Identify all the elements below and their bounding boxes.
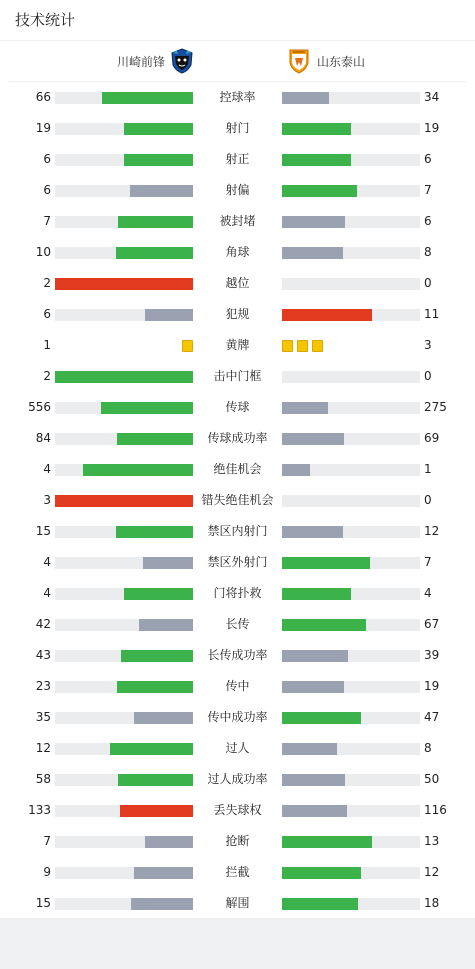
home-bar-fill <box>117 433 193 445</box>
away-bar-fill <box>282 123 351 135</box>
home-bar-track <box>55 774 193 786</box>
stat-label: 抢断 <box>225 834 250 848</box>
stat-label: 射正 <box>225 152 250 166</box>
teams-row <box>9 41 466 82</box>
away-bar-fill <box>282 743 337 755</box>
stat-row <box>0 795 475 826</box>
home-bar-fill <box>55 371 193 383</box>
away-value: 12 <box>424 524 440 538</box>
stat-label: 传球 <box>225 400 250 414</box>
away-bar-fill <box>282 681 344 693</box>
home-bar-fill <box>130 185 193 197</box>
home-bar-fill <box>134 712 193 724</box>
home-bar-track <box>55 92 193 104</box>
page-title: 技术统计 <box>0 0 475 41</box>
home-bar-track <box>55 154 193 166</box>
home-yellow-cards <box>182 340 193 352</box>
home-bar-track <box>55 309 193 321</box>
away-bar-track <box>282 526 420 538</box>
home-bar-track <box>55 650 193 662</box>
home-bar-fill <box>139 619 193 631</box>
stat-label: 射偏 <box>225 183 250 197</box>
home-bar-track <box>55 185 193 197</box>
home-team[interactable] <box>117 41 194 81</box>
home-value: 58 <box>35 772 51 786</box>
away-value: 4 <box>424 586 432 600</box>
away-bar-fill <box>282 557 370 569</box>
stat-row <box>0 764 475 795</box>
home-value: 19 <box>35 121 51 135</box>
stat-label: 过人 <box>225 741 250 755</box>
stat-row <box>0 237 475 268</box>
home-value: 84 <box>35 431 51 445</box>
home-bar-track <box>55 836 193 848</box>
home-value: 3 <box>43 493 51 507</box>
stat-label: 禁区外射门 <box>207 555 268 569</box>
away-team-name: 山东泰山 <box>317 54 366 69</box>
home-value: 35 <box>35 710 51 724</box>
home-bar-fill <box>83 464 193 476</box>
home-value: 23 <box>35 679 51 693</box>
home-bar-track <box>55 278 193 290</box>
home-team-name: 川崎前锋 <box>116 54 165 69</box>
stat-label: 门将扑救 <box>213 586 262 600</box>
away-bar-fill <box>282 774 345 786</box>
home-value: 7 <box>43 834 51 848</box>
stat-label: 越位 <box>225 276 250 290</box>
away-bar-track <box>282 774 420 786</box>
home-bar-fill <box>118 216 193 228</box>
away-bar-track <box>282 619 420 631</box>
away-value: 0 <box>424 493 432 507</box>
stat-row <box>0 175 475 206</box>
stat-label: 禁区内射门 <box>207 524 268 538</box>
away-bar-fill <box>282 836 372 848</box>
stat-row <box>0 671 475 702</box>
away-bar-track <box>282 185 420 197</box>
away-value: 12 <box>424 865 440 879</box>
away-value: 69 <box>424 431 440 445</box>
stat-label: 黄牌 <box>225 338 250 352</box>
away-value: 0 <box>424 369 432 383</box>
stat-row <box>0 206 475 237</box>
stat-row <box>0 485 475 516</box>
stat-row <box>0 299 475 330</box>
stat-row <box>0 640 475 671</box>
home-bar-track <box>55 402 193 414</box>
home-bar-track <box>55 805 193 817</box>
home-bar-track <box>55 743 193 755</box>
stat-row <box>0 392 475 423</box>
away-value: 1 <box>424 462 432 476</box>
away-bar-fill <box>282 526 343 538</box>
stat-row <box>0 547 475 578</box>
home-bar-track <box>55 371 193 383</box>
away-bar-track <box>282 898 420 910</box>
home-bar-track <box>55 433 193 445</box>
home-bar-fill <box>143 557 193 569</box>
stat-row <box>0 888 475 919</box>
away-value: 6 <box>424 214 432 228</box>
away-value: 50 <box>424 772 440 786</box>
stat-label: 传中成功率 <box>207 710 268 724</box>
away-value: 3 <box>424 338 432 352</box>
home-bar-track <box>55 619 193 631</box>
home-bar-track <box>55 588 193 600</box>
away-bar-track <box>282 123 420 135</box>
away-bar-track <box>282 712 420 724</box>
away-bar-fill <box>282 650 348 662</box>
stat-label: 控球率 <box>219 90 256 104</box>
away-team-logo-icon <box>288 48 312 74</box>
home-bar-fill <box>101 402 193 414</box>
away-value: 39 <box>424 648 440 662</box>
home-value: 15 <box>35 524 51 538</box>
home-team-logo-icon <box>170 48 194 74</box>
stat-row <box>0 516 475 547</box>
yellow-card-icon <box>312 340 323 352</box>
home-value: 43 <box>35 648 51 662</box>
away-bar-fill <box>282 619 366 631</box>
away-team[interactable] <box>288 41 365 81</box>
away-value: 116 <box>424 803 447 817</box>
home-value: 4 <box>43 555 51 569</box>
away-bar-fill <box>282 712 361 724</box>
home-bar-track <box>55 557 193 569</box>
home-value: 66 <box>35 90 51 104</box>
away-value: 34 <box>424 90 440 104</box>
away-bar-track <box>282 371 420 383</box>
away-value: 7 <box>424 183 432 197</box>
home-value: 9 <box>43 865 51 879</box>
away-bar-fill <box>282 185 357 197</box>
home-value: 6 <box>43 307 51 321</box>
away-value: 18 <box>424 896 440 910</box>
stat-label: 过人成功率 <box>207 772 268 786</box>
home-bar-fill <box>55 278 193 290</box>
away-value: 11 <box>424 307 440 321</box>
away-value: 19 <box>424 679 440 693</box>
home-value: 2 <box>43 369 51 383</box>
home-bar-track <box>55 247 193 259</box>
away-bar-track <box>282 247 420 259</box>
home-bar-fill <box>121 650 193 662</box>
stat-row <box>0 702 475 733</box>
away-bar-fill <box>282 464 310 476</box>
home-bar-track <box>55 681 193 693</box>
home-value: 15 <box>35 896 51 910</box>
home-value: 133 <box>28 803 51 817</box>
stat-row <box>0 454 475 485</box>
stat-row <box>0 268 475 299</box>
away-value: 19 <box>424 121 440 135</box>
away-bar-fill <box>282 433 344 445</box>
away-bar-fill <box>282 402 328 414</box>
away-bar-track <box>282 557 420 569</box>
away-value: 6 <box>424 152 432 166</box>
home-bar-track <box>55 495 193 507</box>
home-bar-fill <box>102 92 193 104</box>
home-value: 556 <box>28 400 51 414</box>
home-value: 1 <box>43 338 51 352</box>
away-bar-track <box>282 278 420 290</box>
stats-list <box>0 82 475 919</box>
away-bar-track <box>282 650 420 662</box>
away-value: 0 <box>424 276 432 290</box>
stat-label: 击中门框 <box>213 369 262 383</box>
stat-row <box>0 826 475 857</box>
away-value: 8 <box>424 741 432 755</box>
away-bar-track <box>282 588 420 600</box>
yellow-card-icon <box>297 340 308 352</box>
home-bar-fill <box>110 743 193 755</box>
home-bar-fill <box>118 774 193 786</box>
away-bar-fill <box>282 309 372 321</box>
stat-label: 犯规 <box>225 307 250 321</box>
stat-label: 拦截 <box>225 865 250 879</box>
home-value: 4 <box>43 586 51 600</box>
away-bar-track <box>282 464 420 476</box>
away-bar-fill <box>282 867 361 879</box>
away-bar-track <box>282 867 420 879</box>
stat-row <box>0 578 475 609</box>
home-bar-track <box>55 123 193 135</box>
stat-row <box>0 82 475 113</box>
home-value: 6 <box>43 152 51 166</box>
home-bar-track <box>55 712 193 724</box>
home-bar-fill <box>116 526 193 538</box>
home-bar-fill <box>55 495 193 507</box>
away-yellow-cards <box>282 340 323 352</box>
away-bar-track <box>282 743 420 755</box>
away-bar-track <box>282 805 420 817</box>
stat-row <box>0 609 475 640</box>
home-bar-fill <box>117 681 193 693</box>
stat-label: 绝佳机会 <box>213 462 262 476</box>
stat-row <box>0 144 475 175</box>
away-bar-track <box>282 402 420 414</box>
away-bar-fill <box>282 92 329 104</box>
away-bar-fill <box>282 898 358 910</box>
home-bar-fill <box>145 836 193 848</box>
away-bar-track <box>282 836 420 848</box>
stat-row <box>0 330 475 361</box>
away-bar-fill <box>282 154 351 166</box>
away-value: 47 <box>424 710 440 724</box>
home-bar-fill <box>124 588 193 600</box>
home-bar-fill <box>116 247 193 259</box>
away-bar-track <box>282 309 420 321</box>
stat-label: 射门 <box>225 121 250 135</box>
home-bar-fill <box>124 123 193 135</box>
stat-label: 传中 <box>225 679 250 693</box>
home-value: 2 <box>43 276 51 290</box>
stat-label: 解围 <box>225 896 250 910</box>
away-bar-fill <box>282 247 343 259</box>
home-bar-track <box>55 216 193 228</box>
stat-label: 被封堵 <box>219 214 256 228</box>
stat-row <box>0 113 475 144</box>
away-value: 7 <box>424 555 432 569</box>
home-bar-fill <box>120 805 193 817</box>
away-value: 275 <box>424 400 447 414</box>
stat-label: 角球 <box>225 245 250 259</box>
stat-row <box>0 361 475 392</box>
home-value: 12 <box>35 741 51 755</box>
home-bar-track <box>55 867 193 879</box>
home-value: 6 <box>43 183 51 197</box>
away-bar-fill <box>282 588 351 600</box>
away-bar-fill <box>282 805 347 817</box>
home-bar-fill <box>134 867 193 879</box>
stat-label: 错失绝佳机会 <box>201 493 274 507</box>
away-value: 67 <box>424 617 440 631</box>
home-value: 10 <box>35 245 51 259</box>
home-bar-fill <box>124 154 193 166</box>
home-bar-track <box>55 898 193 910</box>
away-bar-track <box>282 433 420 445</box>
away-bar-fill <box>282 216 345 228</box>
home-bar-track <box>55 526 193 538</box>
stat-label: 传球成功率 <box>207 431 268 445</box>
away-bar-track <box>282 495 420 507</box>
stat-row <box>0 733 475 764</box>
away-bar-track <box>282 154 420 166</box>
yellow-card-icon <box>182 340 193 352</box>
away-value: 8 <box>424 245 432 259</box>
away-bar-track <box>282 681 420 693</box>
home-value: 42 <box>35 617 51 631</box>
away-bar-track <box>282 92 420 104</box>
home-bar-fill <box>131 898 193 910</box>
home-bar-fill <box>145 309 193 321</box>
home-value: 4 <box>43 462 51 476</box>
yellow-card-icon <box>282 340 293 352</box>
away-value: 13 <box>424 834 440 848</box>
stat-label: 长传成功率 <box>207 648 268 662</box>
stat-row <box>0 423 475 454</box>
home-value: 7 <box>43 214 51 228</box>
away-bar-track <box>282 216 420 228</box>
stat-label: 长传 <box>225 617 250 631</box>
stat-label: 丢失球权 <box>213 803 262 817</box>
stat-row <box>0 857 475 888</box>
home-bar-track <box>55 464 193 476</box>
